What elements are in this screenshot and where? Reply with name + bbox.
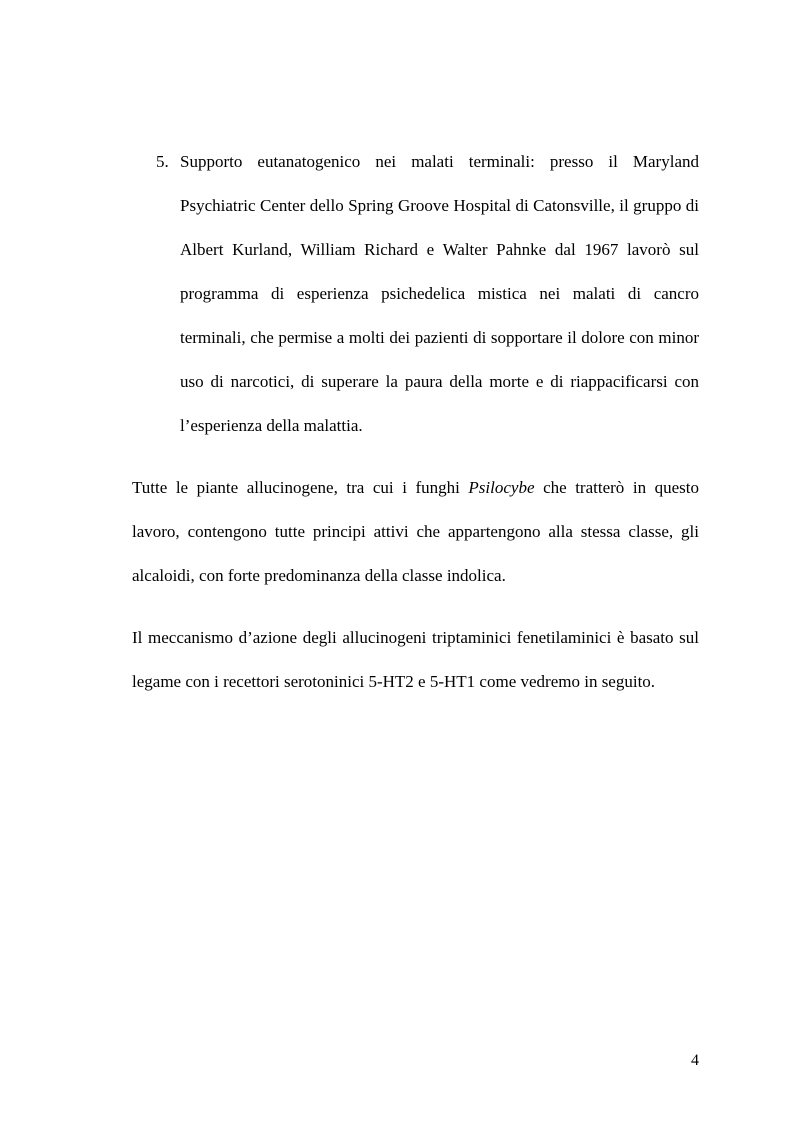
paragraph-text-end: che tratterò in questo lavoro, contengono tutte principi attivi che appartengono alla stessa classe, gli alcaloidi, con forte predominanza della classe indolica.: [132, 478, 700, 585]
page-number: 4: [691, 1052, 699, 1069]
paragraph-psilocybe: [132, 466, 699, 598]
page-body: [132, 140, 699, 704]
numbered-list: [132, 140, 699, 448]
list-item-text: Supporto eutanatogenico nei malati terminali: presso il Maryland Psychiatric Center dello Spring Groove Hospital di Catonsville, il gruppo di Albert Kurland, William Richard e Walter Pahnke dal 1967 lavorò sul programma di esperienza psichedelica mistica nei malati di cancro terminali, che permise a molti dei pazienti di sopportare il dolore con minor uso di narcotici, di superare la paura della morte e di riappacificarsi con l’esperienza della malattia.: [180, 152, 699, 435]
italic-term: Psilocybe: [468, 478, 535, 497]
paragraph-mechanism: Il meccanismo d’azione degli allucinogeni triptaminici fenetilaminici è basato sul legame con i recettori serotoninici 5-HT2 e 5-HT1 come vedremo in seguito.: [132, 628, 699, 691]
list-marker: 5.: [156, 152, 169, 171]
list-item: [132, 140, 699, 448]
paragraph-text-start: Tutte le piante allucinogene, tra cui i funghi: [132, 478, 469, 497]
